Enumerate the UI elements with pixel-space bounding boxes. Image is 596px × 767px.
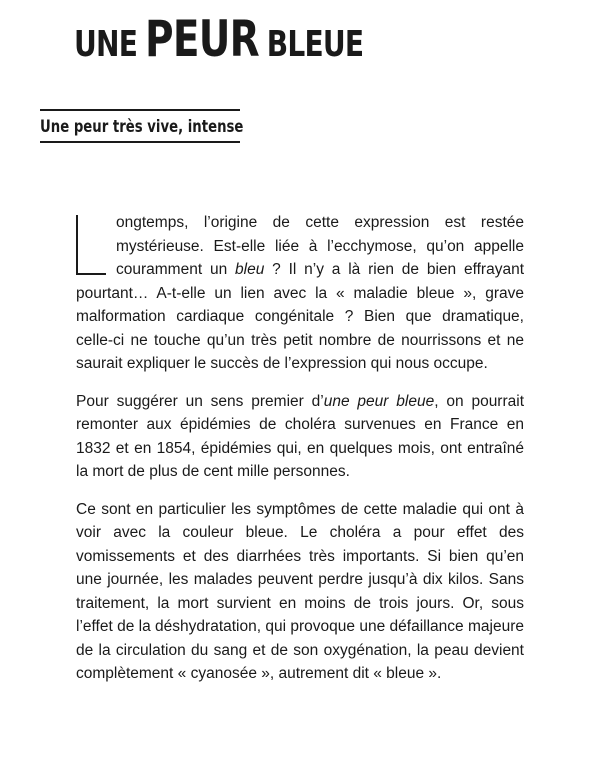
paragraph-2-text-b: , on pourrait remonter aux épidémies de choléra survenues en France en 1832 et en 1854, épidémies qui, en quelques mois, ont entraîné la mort de plus de cent mille personnes. — [76, 392, 525, 480]
title-word-peur: PEUR — [145, 10, 259, 68]
paragraph-1-text-a: ongtemps, l’origine de cette expression est restée mystérieuse. Est-elle liée à l’ecchymose, qu’on appelle couramment un — [116, 214, 524, 278]
body-text — [76, 211, 524, 700]
drop-cap-stem — [76, 215, 78, 275]
paragraph-1 — [76, 211, 524, 376]
paragraph-2 — [76, 390, 524, 484]
title-word-bleue: BLEUE — [266, 24, 364, 65]
drop-cap — [76, 215, 106, 277]
paragraph-2-emphasis: une peur bleue — [323, 392, 435, 410]
title-word-une: UNE — [74, 24, 138, 65]
drop-cap-foot — [76, 273, 106, 275]
paragraph-1-text-b: ? Il n’y a là rien de bien effrayant pourtant… A-t-elle un lien avec la « maladie bleue », grave malformation cardiaque congénitale ? Bien que dramatique, celle-ci ne touche qu’un très petit nombre de nourrissons et ne saurait expliquer le succès de l’expression qui nous occupe. — [76, 261, 524, 372]
paragraph-3: Ce sont en particulier les symptômes de cette maladie qui ont à voir avec la couleur bleue. Le choléra a pour effet des vomissements et des diarrhées très importants. Si bien qu’en une journée, les malades peuvent perdre jusqu’à dix kilos. Sans traitement, la mort survient en moins de trois jours. Or, sous l’effet de la déshydratation, qui provoque une défaillance majeure de la circulation du sang et de son oxygénation, la peau devient complètement « cyanosée », autrement dit « bleue ». — [76, 500, 524, 682]
subtitle: Une peur très vive, intense — [40, 117, 244, 137]
paragraph-2-text-a: Pour suggérer un sens premier d’ — [76, 392, 324, 410]
page-title — [74, 10, 364, 68]
subtitle-box — [40, 109, 244, 143]
paragraph-1-emphasis: bleu — [235, 261, 265, 278]
